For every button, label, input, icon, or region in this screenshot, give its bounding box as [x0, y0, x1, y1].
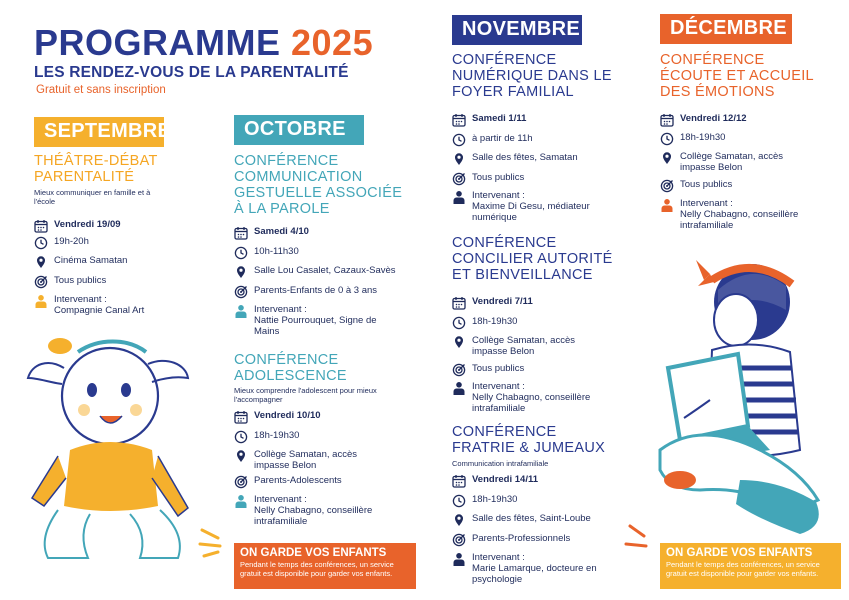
- event-place: Collège Samatan, accès impasse Belon: [234, 449, 374, 471]
- person-icon: [234, 304, 248, 318]
- event-speaker: Intervenant : Nattie Pourrouquet, Signe de Mains: [234, 304, 404, 337]
- child-laptop-illustration: [640, 250, 835, 540]
- clock-icon: [234, 246, 248, 260]
- event-date: Vendredi 19/09: [34, 219, 121, 233]
- conference-subtitle: Mieux communiquer en famille et à l'école: [34, 188, 151, 206]
- person-icon: [452, 381, 466, 395]
- header: [34, 24, 394, 96]
- event-place: Salle Lou Casalet, Cazaux-Savès: [234, 265, 396, 279]
- location-pin-icon: [452, 513, 466, 527]
- calendar-icon: [234, 226, 248, 240]
- event-speaker: Intervenant : Nelly Chabagno, conseillère intrafamiliale: [452, 381, 612, 414]
- location-pin-icon: [234, 449, 248, 463]
- event-speaker: Intervenant : Nelly Chabagno, conseillère intrafamiliale: [234, 494, 394, 527]
- conference-title: CONFÉRENCE NUMÉRIQUE DANS LE FOYER FAMILIAL: [452, 52, 612, 100]
- target-icon: [452, 363, 466, 377]
- target-icon: [234, 475, 248, 489]
- conference-subtitle: Mieux comprendre l'adolescent pour mieux l'accompagner: [234, 386, 377, 404]
- event-time: à partir de 11h: [452, 133, 533, 147]
- conference-title: CONFÉRENCE FRATRIE & JUMEAUX: [452, 424, 606, 456]
- childcare-box: [234, 543, 416, 589]
- clock-icon: [660, 132, 674, 146]
- person-icon: [452, 552, 466, 566]
- location-pin-icon: [660, 151, 674, 165]
- conference-title: CONFÉRENCE CONCILIER AUTORITÉ ET BIENVEILLANCE: [452, 235, 613, 283]
- event-time: 18h-19h30: [234, 430, 299, 444]
- conference-title: CONFÉRENCE COMMUNICATION GESTUELLE ASSOCIÉE À LA PAROLE: [234, 153, 403, 217]
- person-icon: [234, 494, 248, 508]
- event-time: 18h-19h30: [452, 316, 517, 330]
- event-public: Parents-Professionnels: [452, 533, 570, 547]
- event-time: 18h-19h30: [452, 494, 517, 508]
- target-icon: [452, 533, 466, 547]
- person-icon: [452, 190, 466, 204]
- clock-icon: [452, 316, 466, 330]
- event-place: Collège Samatan, accès impasse Belon: [660, 151, 810, 173]
- decorative-strokes: [624, 518, 658, 558]
- event-place: Collège Samatan, accès impasse Belon: [452, 335, 592, 357]
- childcare-text: Pendant le temps des conférences, un service gratuit est disponible pour garder vos enfants.: [666, 560, 820, 578]
- clock-icon: [34, 236, 48, 250]
- event-public: Tous publics: [34, 275, 106, 289]
- clock-icon: [452, 133, 466, 147]
- conference-title: CONFÉRENCE ÉCOUTE ET ACCUEIL DES ÉMOTIONS: [660, 52, 814, 100]
- event-date: Vendredi 12/12: [660, 113, 747, 127]
- event-place: Cinéma Samatan: [34, 255, 127, 269]
- event-time: 18h-19h30: [660, 132, 725, 146]
- event-speaker: Intervenant : Nelly Chabagno, conseillère intrafamiliale: [660, 198, 825, 231]
- target-icon: [660, 179, 674, 193]
- title-text: PROGRAMME: [34, 22, 281, 63]
- month-label-octobre: OCTOBRE: [234, 115, 364, 145]
- event-speaker: Intervenant : Marie Lamarque, docteure en psychologie: [452, 552, 622, 585]
- calendar-icon: [34, 219, 48, 233]
- event-speaker: Intervenant : Compagnie Canal Art: [34, 294, 184, 316]
- month-label-decembre: DÉCEMBRE: [660, 14, 792, 44]
- event-public: Tous publics: [452, 172, 524, 186]
- event-date: Samedi 1/11: [452, 113, 526, 127]
- location-pin-icon: [452, 152, 466, 166]
- event-public: Tous publics: [452, 363, 524, 377]
- event-time: 19h-20h: [34, 236, 89, 250]
- event-public: Parents-Adolescents: [234, 475, 342, 489]
- target-icon: [452, 172, 466, 186]
- hair-bow-left: [48, 338, 72, 354]
- person-icon: [660, 198, 674, 212]
- event-public: Parents-Enfants de 0 à 3 ans: [234, 285, 377, 299]
- event-public: Tous publics: [660, 179, 732, 193]
- title-year: 2025: [291, 22, 374, 63]
- month-label-septembre: SEPTEMBRE: [34, 117, 164, 147]
- person-icon: [34, 294, 48, 308]
- target-icon: [34, 275, 48, 289]
- event-place: Salle des fêtes, Samatan: [452, 152, 578, 166]
- subtitle: LES RENDEZ-VOUS DE LA PARENTALITÉ: [34, 64, 349, 81]
- target-icon: [234, 285, 248, 299]
- calendar-icon: [452, 296, 466, 310]
- calendar-icon: [234, 410, 248, 424]
- clock-icon: [452, 494, 466, 508]
- location-pin-icon: [34, 255, 48, 269]
- childcare-title: ON GARDE VOS ENFANTS: [666, 547, 813, 559]
- conference-subtitle: Communication intrafamiliale: [452, 459, 549, 468]
- calendar-icon: [660, 113, 674, 127]
- location-pin-icon: [234, 265, 248, 279]
- event-speaker: Intervenant : Maxime Di Gesu, médiateur numérique: [452, 190, 617, 223]
- location-pin-icon: [452, 335, 466, 349]
- decorative-strokes: [198, 520, 230, 560]
- event-place: Salle des fêtes, Saint-Loube: [452, 513, 591, 527]
- tagline: Gratuit et sans inscription: [36, 84, 166, 96]
- child-illustration-left: [18, 338, 198, 563]
- childcare-title: ON GARDE VOS ENFANTS: [240, 547, 387, 559]
- event-time: 10h-11h30: [234, 246, 299, 260]
- calendar-icon: [452, 113, 466, 127]
- calendar-icon: [452, 474, 466, 488]
- event-date: Vendredi 7/11: [452, 296, 533, 310]
- month-label-novembre: NOVEMBRE: [452, 15, 582, 45]
- event-date: Vendredi 10/10: [234, 410, 321, 424]
- page-title: [34, 24, 394, 62]
- event-date: Samedi 4/10: [234, 226, 309, 240]
- clock-icon: [234, 430, 248, 444]
- conference-title: CONFÉRENCE ADOLESCENCE: [234, 352, 347, 384]
- event-date: Vendredi 14/11: [452, 474, 538, 488]
- childcare-text: Pendant le temps des conférences, un service gratuit est disponible pour garder vos enfants.: [240, 560, 394, 578]
- conference-title: THÉÂTRE-DÉBAT PARENTALITÉ: [34, 153, 158, 185]
- childcare-box: [660, 543, 841, 589]
